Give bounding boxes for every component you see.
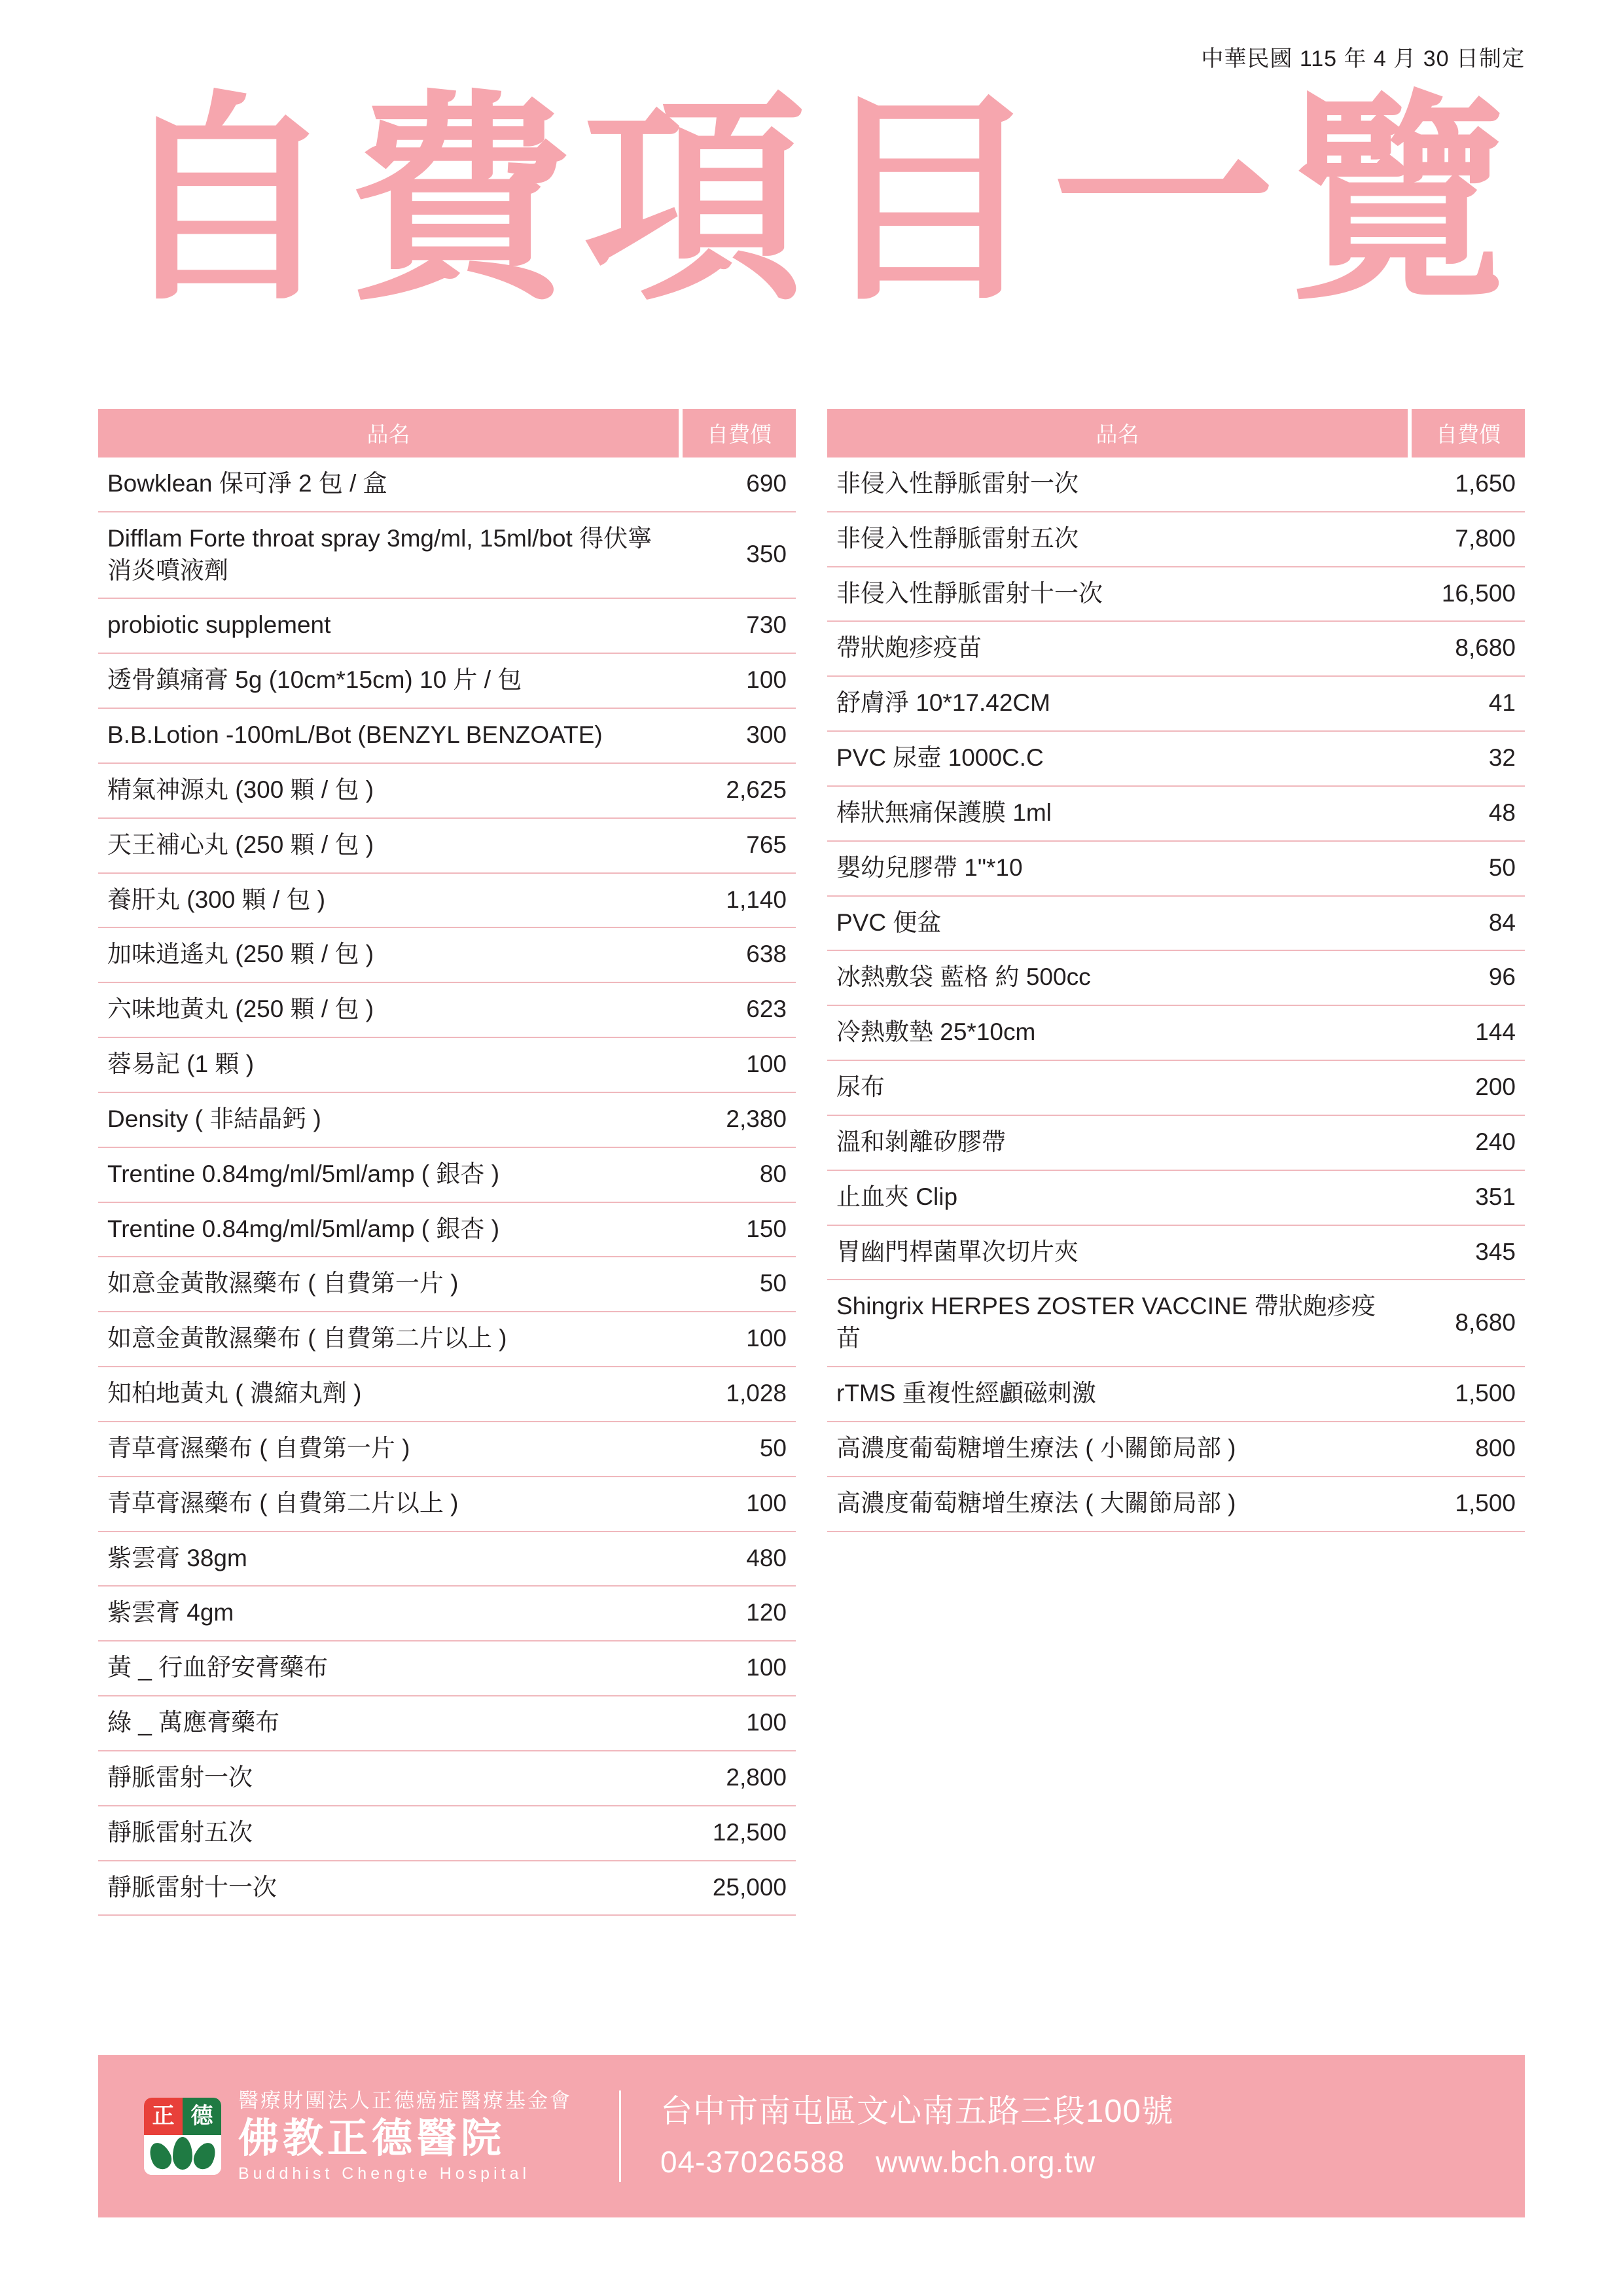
item-name: 高濃度葡萄糖增生療法 ( 大關節局部 ) bbox=[827, 1477, 1410, 1532]
item-name: Difflam Forte throat spray 3mg/ml, 15ml/bot 得伏寧消炎噴液劑 bbox=[98, 512, 681, 599]
table-row bbox=[98, 873, 796, 928]
column-header-price: 自費價 bbox=[1410, 409, 1525, 457]
item-name: 胃幽門桿菌單次切片夾 bbox=[827, 1225, 1410, 1280]
item-name: 非侵入性靜脈雷射五次 bbox=[827, 512, 1410, 567]
table-row bbox=[98, 1532, 796, 1587]
item-name: 靜脈雷射五次 bbox=[98, 1806, 681, 1861]
price-table-right-body bbox=[827, 457, 1525, 1532]
page-title: 自費項目一覽 bbox=[115, 72, 1520, 331]
issue-date-note: 中華民國 115 年 4 月 30 日制定 bbox=[1201, 46, 1525, 71]
item-name: 止血夾 Clip bbox=[827, 1170, 1410, 1225]
item-price: 638 bbox=[681, 927, 796, 982]
item-price: 16,500 bbox=[1410, 567, 1525, 622]
table-row bbox=[827, 512, 1525, 567]
item-price: 350 bbox=[681, 512, 796, 599]
item-price: 120 bbox=[681, 1586, 796, 1641]
table-row bbox=[98, 763, 796, 818]
table-row bbox=[827, 1280, 1525, 1367]
item-price: 1,500 bbox=[1410, 1367, 1525, 1422]
item-price: 144 bbox=[1410, 1005, 1525, 1060]
item-price: 12,500 bbox=[681, 1806, 796, 1861]
column-header-name: 品名 bbox=[98, 409, 681, 457]
item-price: 50 bbox=[1410, 841, 1525, 896]
item-name: 天王補心丸 (250 顆 / 包 ) bbox=[98, 818, 681, 873]
item-name: Bowklean 保可淨 2 包 / 盒 bbox=[98, 457, 681, 512]
contact-block bbox=[660, 2089, 1174, 2184]
item-price: 1,650 bbox=[1410, 457, 1525, 512]
item-name: 舒膚淨 10*17.42CM bbox=[827, 676, 1410, 731]
table-row bbox=[98, 1422, 796, 1477]
table-row bbox=[827, 786, 1525, 841]
item-price: 351 bbox=[1410, 1170, 1525, 1225]
item-price: 100 bbox=[681, 1312, 796, 1367]
table-row bbox=[98, 1147, 796, 1202]
logo-char-zheng: 正 bbox=[144, 2098, 183, 2135]
item-price: 690 bbox=[681, 457, 796, 512]
price-table-left-body bbox=[98, 457, 796, 1915]
item-price: 765 bbox=[681, 818, 796, 873]
hospital-name-english: Buddhist Chengte Hospital bbox=[238, 2164, 531, 2183]
item-name: 非侵入性靜脈雷射十一次 bbox=[827, 567, 1410, 622]
item-name: 嬰幼兒膠帶 1"*10 bbox=[827, 841, 1410, 896]
item-name: 高濃度葡萄糖增生療法 ( 小關節局部 ) bbox=[827, 1422, 1410, 1477]
table-row bbox=[98, 1367, 796, 1422]
table-row bbox=[98, 653, 796, 708]
item-name: 紫雲膏 4gm bbox=[98, 1586, 681, 1641]
item-price: 623 bbox=[681, 982, 796, 1037]
item-name: 蓉易記 (1 顆 ) bbox=[98, 1037, 681, 1092]
item-name: 靜脈雷射十一次 bbox=[98, 1861, 681, 1916]
hospital-address: 台中市南屯區文心南五路三段100號 bbox=[660, 2094, 1174, 2130]
item-price: 300 bbox=[681, 708, 796, 763]
item-name: 溫和剝離矽膠帶 bbox=[827, 1115, 1410, 1170]
item-name: 紫雲膏 38gm bbox=[98, 1532, 681, 1587]
item-price: 240 bbox=[1410, 1115, 1525, 1170]
table-header-row bbox=[98, 409, 796, 457]
logo-emblem-icon bbox=[144, 2098, 221, 2175]
table-row bbox=[827, 1225, 1525, 1280]
item-name: probiotic supplement bbox=[98, 598, 681, 653]
table-header-row bbox=[827, 409, 1525, 457]
item-name: 透骨鎮痛膏 5g (10cm*15cm) 10 片 / 包 bbox=[98, 653, 681, 708]
price-table-right bbox=[827, 409, 1525, 1532]
table-row bbox=[98, 457, 796, 512]
table-row bbox=[98, 1806, 796, 1861]
table-row bbox=[98, 1257, 796, 1312]
item-price: 7,800 bbox=[1410, 512, 1525, 567]
item-name: 非侵入性靜脈雷射一次 bbox=[827, 457, 1410, 512]
item-price: 1,140 bbox=[681, 873, 796, 928]
footer-divider bbox=[619, 2090, 621, 2182]
item-name: PVC 便盆 bbox=[827, 896, 1410, 951]
table-row bbox=[827, 1477, 1525, 1532]
item-name: 尿布 bbox=[827, 1060, 1410, 1115]
item-name: Shingrix HERPES ZOSTER VACCINE 帶狀皰疹疫苗 bbox=[827, 1280, 1410, 1367]
item-name: 如意金黃散濕藥布 ( 自費第一片 ) bbox=[98, 1257, 681, 1312]
item-price: 480 bbox=[681, 1532, 796, 1587]
item-price: 345 bbox=[1410, 1225, 1525, 1280]
table-row bbox=[827, 1060, 1525, 1115]
table-row bbox=[827, 731, 1525, 786]
item-price: 41 bbox=[1410, 676, 1525, 731]
table-row bbox=[98, 1202, 796, 1257]
table-row bbox=[98, 982, 796, 1037]
footer-bar bbox=[98, 2055, 1525, 2217]
item-name: 知柏地黃丸 ( 濃縮丸劑 ) bbox=[98, 1367, 681, 1422]
price-table-left bbox=[98, 409, 796, 1916]
foundation-name: 醫療財團法人正德癌症醫療基金會 bbox=[238, 2089, 572, 2113]
table-row bbox=[98, 598, 796, 653]
item-price: 100 bbox=[681, 1477, 796, 1532]
hospital-logo bbox=[144, 2089, 572, 2183]
item-price: 100 bbox=[681, 653, 796, 708]
item-name: Density ( 非結晶鈣 ) bbox=[98, 1092, 681, 1147]
hospital-phone-website: 04-37026588 www.bch.org.tw bbox=[660, 2145, 1096, 2179]
item-price: 48 bbox=[1410, 786, 1525, 841]
table-row bbox=[98, 1751, 796, 1806]
table-row bbox=[827, 621, 1525, 676]
item-price: 8,680 bbox=[1410, 621, 1525, 676]
item-name: 如意金黃散濕藥布 ( 自費第二片以上 ) bbox=[98, 1312, 681, 1367]
item-name: PVC 尿壺 1000C.C bbox=[827, 731, 1410, 786]
item-name: 帶狀皰疹疫苗 bbox=[827, 621, 1410, 676]
right-column bbox=[827, 409, 1525, 1916]
table-row bbox=[98, 708, 796, 763]
item-price: 150 bbox=[681, 1202, 796, 1257]
item-price: 2,380 bbox=[681, 1092, 796, 1147]
column-header-price: 自費價 bbox=[681, 409, 796, 457]
table-row bbox=[827, 1422, 1525, 1477]
table-row bbox=[98, 1312, 796, 1367]
table-row bbox=[98, 1641, 796, 1696]
item-price: 50 bbox=[681, 1257, 796, 1312]
hospital-name: 佛教正德醫院 bbox=[238, 2115, 506, 2161]
item-price: 730 bbox=[681, 598, 796, 653]
item-price: 8,680 bbox=[1410, 1280, 1525, 1367]
item-name: Trentine 0.84mg/ml/5ml/amp ( 銀杏 ) bbox=[98, 1147, 681, 1202]
item-name: 綠 _ 萬應膏藥布 bbox=[98, 1696, 681, 1751]
table-row bbox=[98, 818, 796, 873]
item-name: 青草膏濕藥布 ( 自費第二片以上 ) bbox=[98, 1477, 681, 1532]
table-row bbox=[98, 1696, 796, 1751]
column-header-name: 品名 bbox=[827, 409, 1410, 457]
left-column bbox=[98, 409, 796, 1916]
logo-char-de: 德 bbox=[183, 2098, 221, 2135]
item-price: 25,000 bbox=[681, 1861, 796, 1916]
item-name: B.B.Lotion -100mL/Bot (BENZYL BENZOATE) bbox=[98, 708, 681, 763]
table-row bbox=[98, 1037, 796, 1092]
item-price: 100 bbox=[681, 1696, 796, 1751]
table-row bbox=[827, 457, 1525, 512]
item-name: 精氣神源丸 (300 顆 / 包 ) bbox=[98, 763, 681, 818]
item-price: 32 bbox=[1410, 731, 1525, 786]
item-price: 100 bbox=[681, 1641, 796, 1696]
table-row bbox=[98, 1477, 796, 1532]
item-name: 加味逍遙丸 (250 顆 / 包 ) bbox=[98, 927, 681, 982]
table-row bbox=[827, 896, 1525, 951]
table-row bbox=[827, 1115, 1525, 1170]
item-name: 養肝丸 (300 顆 / 包 ) bbox=[98, 873, 681, 928]
price-tables bbox=[98, 409, 1525, 1916]
item-name: 靜脈雷射一次 bbox=[98, 1751, 681, 1806]
item-name: 六味地黃丸 (250 顆 / 包 ) bbox=[98, 982, 681, 1037]
item-name: rTMS 重複性經顱磁刺激 bbox=[827, 1367, 1410, 1422]
table-row bbox=[98, 1092, 796, 1147]
item-price: 2,625 bbox=[681, 763, 796, 818]
table-row bbox=[827, 567, 1525, 622]
table-row bbox=[827, 950, 1525, 1005]
item-name: Trentine 0.84mg/ml/5ml/amp ( 銀杏 ) bbox=[98, 1202, 681, 1257]
item-price: 800 bbox=[1410, 1422, 1525, 1477]
table-row bbox=[827, 1170, 1525, 1225]
item-price: 50 bbox=[681, 1422, 796, 1477]
item-price: 84 bbox=[1410, 896, 1525, 951]
item-price: 96 bbox=[1410, 950, 1525, 1005]
table-row bbox=[827, 676, 1525, 731]
item-name: 棒狀無痛保護膜 1ml bbox=[827, 786, 1410, 841]
item-name: 青草膏濕藥布 ( 自費第一片 ) bbox=[98, 1422, 681, 1477]
item-name: 冰熱敷袋 藍格 約 500cc bbox=[827, 950, 1410, 1005]
item-price: 1,500 bbox=[1410, 1477, 1525, 1532]
table-row bbox=[98, 1586, 796, 1641]
table-row bbox=[98, 1861, 796, 1916]
item-price: 1,028 bbox=[681, 1367, 796, 1422]
table-row bbox=[827, 1367, 1525, 1422]
hospital-name-block bbox=[238, 2089, 572, 2183]
table-row bbox=[98, 512, 796, 599]
item-price: 200 bbox=[1410, 1060, 1525, 1115]
item-name: 黃 _ 行血舒安膏藥布 bbox=[98, 1641, 681, 1696]
item-price: 80 bbox=[681, 1147, 796, 1202]
item-price: 100 bbox=[681, 1037, 796, 1092]
logo-leaves-icon bbox=[144, 2135, 221, 2175]
item-price: 2,800 bbox=[681, 1751, 796, 1806]
table-row bbox=[827, 1005, 1525, 1060]
item-name: 冷熱敷墊 25*10cm bbox=[827, 1005, 1410, 1060]
table-row bbox=[98, 927, 796, 982]
table-row bbox=[827, 841, 1525, 896]
